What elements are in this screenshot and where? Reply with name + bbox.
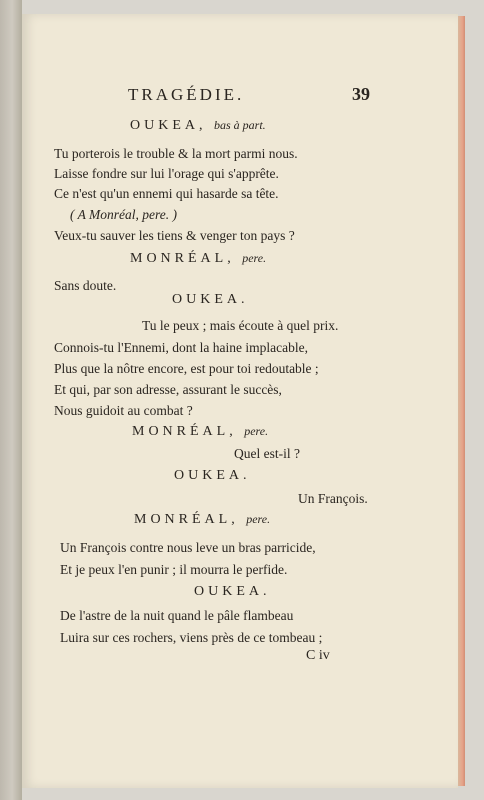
verse-line: Quel est-il ?	[234, 446, 300, 461]
verse-line: Et qui, par son adresse, assurant le succès,	[54, 382, 282, 397]
speaker-name: MONRÉAL,	[130, 251, 235, 266]
verse-line: Un François contre nous leve un bras parricide,	[60, 540, 316, 555]
verse-line: Tu porterois le trouble & la mort parmi nous.	[54, 146, 298, 161]
speaker-monreal	[134, 512, 270, 528]
speaker-name: OUKEA.	[194, 584, 271, 599]
verse-line: Sans doute.	[54, 278, 117, 293]
running-title: TRAGÉDIE.	[128, 85, 245, 104]
speaker-name: MONRÉAL,	[134, 512, 239, 527]
verse-line: Veux-tu sauver les tiens & venger ton pays ?	[54, 228, 295, 243]
page-edge	[458, 16, 465, 786]
verse-line: Connois-tu l'Ennemi, dont la haine implacable,	[54, 340, 309, 355]
verse-line: De l'astre de la nuit quand le pâle flambeau	[60, 608, 294, 623]
speaker-note: pere.	[244, 424, 269, 438]
speaker-note: pere.	[246, 512, 271, 526]
speaker-note: bas à part.	[214, 118, 266, 132]
speaker-monreal	[132, 424, 268, 440]
speaker-oukea	[194, 584, 271, 600]
stage-direction: ( A Monréal, pere. )	[70, 207, 177, 222]
speaker-name: OUKEA.	[172, 292, 249, 307]
verse-line: Tu le peux ; mais écoute à quel prix.	[142, 318, 339, 333]
signature-mark: C iv	[306, 648, 330, 663]
page-number: 39	[352, 84, 370, 104]
verse-line: Un François.	[298, 491, 368, 506]
verse-line: Ce n'est qu'un ennemi qui hasarde sa tête.	[54, 186, 279, 201]
speaker-oukea	[172, 292, 249, 308]
book-spine	[0, 0, 22, 800]
verse-line: Nous guidoit au combat ?	[54, 403, 193, 418]
verse-line: Laisse fondre sur lui l'orage qui s'apprête.	[54, 166, 279, 181]
speaker-note: pere.	[242, 251, 267, 265]
speaker-oukea	[174, 468, 251, 484]
speaker-oukea	[130, 118, 266, 134]
verse-line: Et je peux l'en punir ; il mourra le perfide.	[60, 562, 288, 577]
speaker-monreal	[130, 251, 266, 267]
speaker-name: OUKEA.	[174, 468, 251, 483]
verse-line: Luira sur ces rochers, viens près de ce tombeau ;	[60, 630, 323, 645]
speaker-name: OUKEA,	[130, 118, 207, 133]
verse-line: Plus que la nôtre encore, est pour toi redoutable ;	[54, 361, 319, 376]
speaker-name: MONRÉAL,	[132, 424, 237, 439]
